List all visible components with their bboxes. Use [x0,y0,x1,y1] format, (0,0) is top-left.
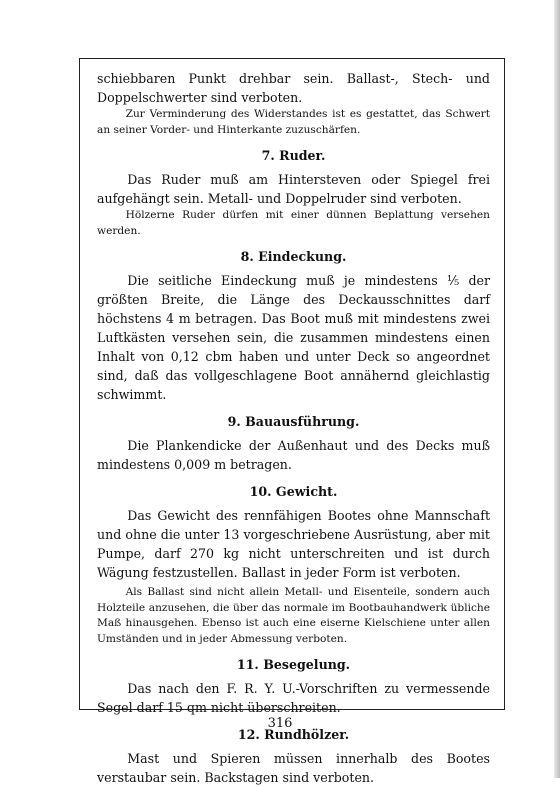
paragraph-bauausfuehrung: Die Plankendicke der Außenhaut und des Decks muß mindestens 0,009 m betragen. [97,438,490,472]
page-edge-shadow [554,0,560,778]
heading-eindeckung: 8. Eindeckung. [240,249,347,264]
heading-bauausfuehrung: 9. Bauausführung. [227,414,360,429]
paragraph-ballast-prohibition: schiebbaren Punkt drehbar sein. Ballast-, Stech- und Doppelschwerter sind verboten. [97,71,490,105]
page-number: 316 [267,716,293,731]
note-schwert-sharpening: Zur Verminderung des Widerstandes ist es gestattet, das Schwert an seiner Vorder- und Hinterkante zuzuschärfen. [97,108,490,136]
paragraph-gewicht: Das Gewicht des rennfähigen Bootes ohne Mannschaft und ohne die unter 13 vorgeschriebene Ausrüstung, aber mit Pumpe, darf 270 kg nicht unterschreiten und ist durch Wägung festzustellen. Ballast in jeder Form ist verboten. [97,508,490,580]
heading-rundhoelzer: 12. Rundhölzer. [237,727,350,742]
heading-gewicht: 10. Gewicht. [249,484,338,499]
heading-ruder: 7. Ruder. [261,148,326,163]
paragraph-ruder: Das Ruder muß am Hintersteven oder Spiegel frei aufgehängt sein. Metall- und Doppelruder sind verboten. [97,172,490,206]
paragraph-rundhoelzer: Mast und Spieren müssen innerhalb des Bootes verstaubar sein. Backstagen sind verboten. [97,751,490,785]
note-ballast-definition: Als Ballast sind nicht allein Metall- und Eisenteile, sondern auch Holzteile anzusehen, die über das normale im Bootbauhandwerk übliche Maß hinausgehen. Ebenso ist auch eine eiserne Kielschiene unter allen Umständen und in jeder Abmessung verboten. [97,586,490,645]
paragraph-eindeckung: Die seitliche Eindeckung muß je mindestens ⅕ der größten Breite, die Länge des Deckausschnittes darf höchstens 4 m betragen. Das Boot muß mit mindestens zwei Luftkästen versehen sein, die zusammen mindestens einen Inhalt von 0,12 cbm haben und unter Deck so angeordnet sind, daß das vollgeschlagene Boot annähernd gleichlastig schwimmt. [97,273,490,402]
paragraph-besegelung: Das nach den F. R. Y. U.-Vorschriften zu vermessende Segel darf 15 qm nicht überschreiten. [97,681,490,715]
note-ruder-plating: Hölzerne Ruder dürfen mit einer dünnen Beplattung versehen werden. [97,209,490,237]
heading-besegelung: 11. Besegelung. [236,657,351,672]
